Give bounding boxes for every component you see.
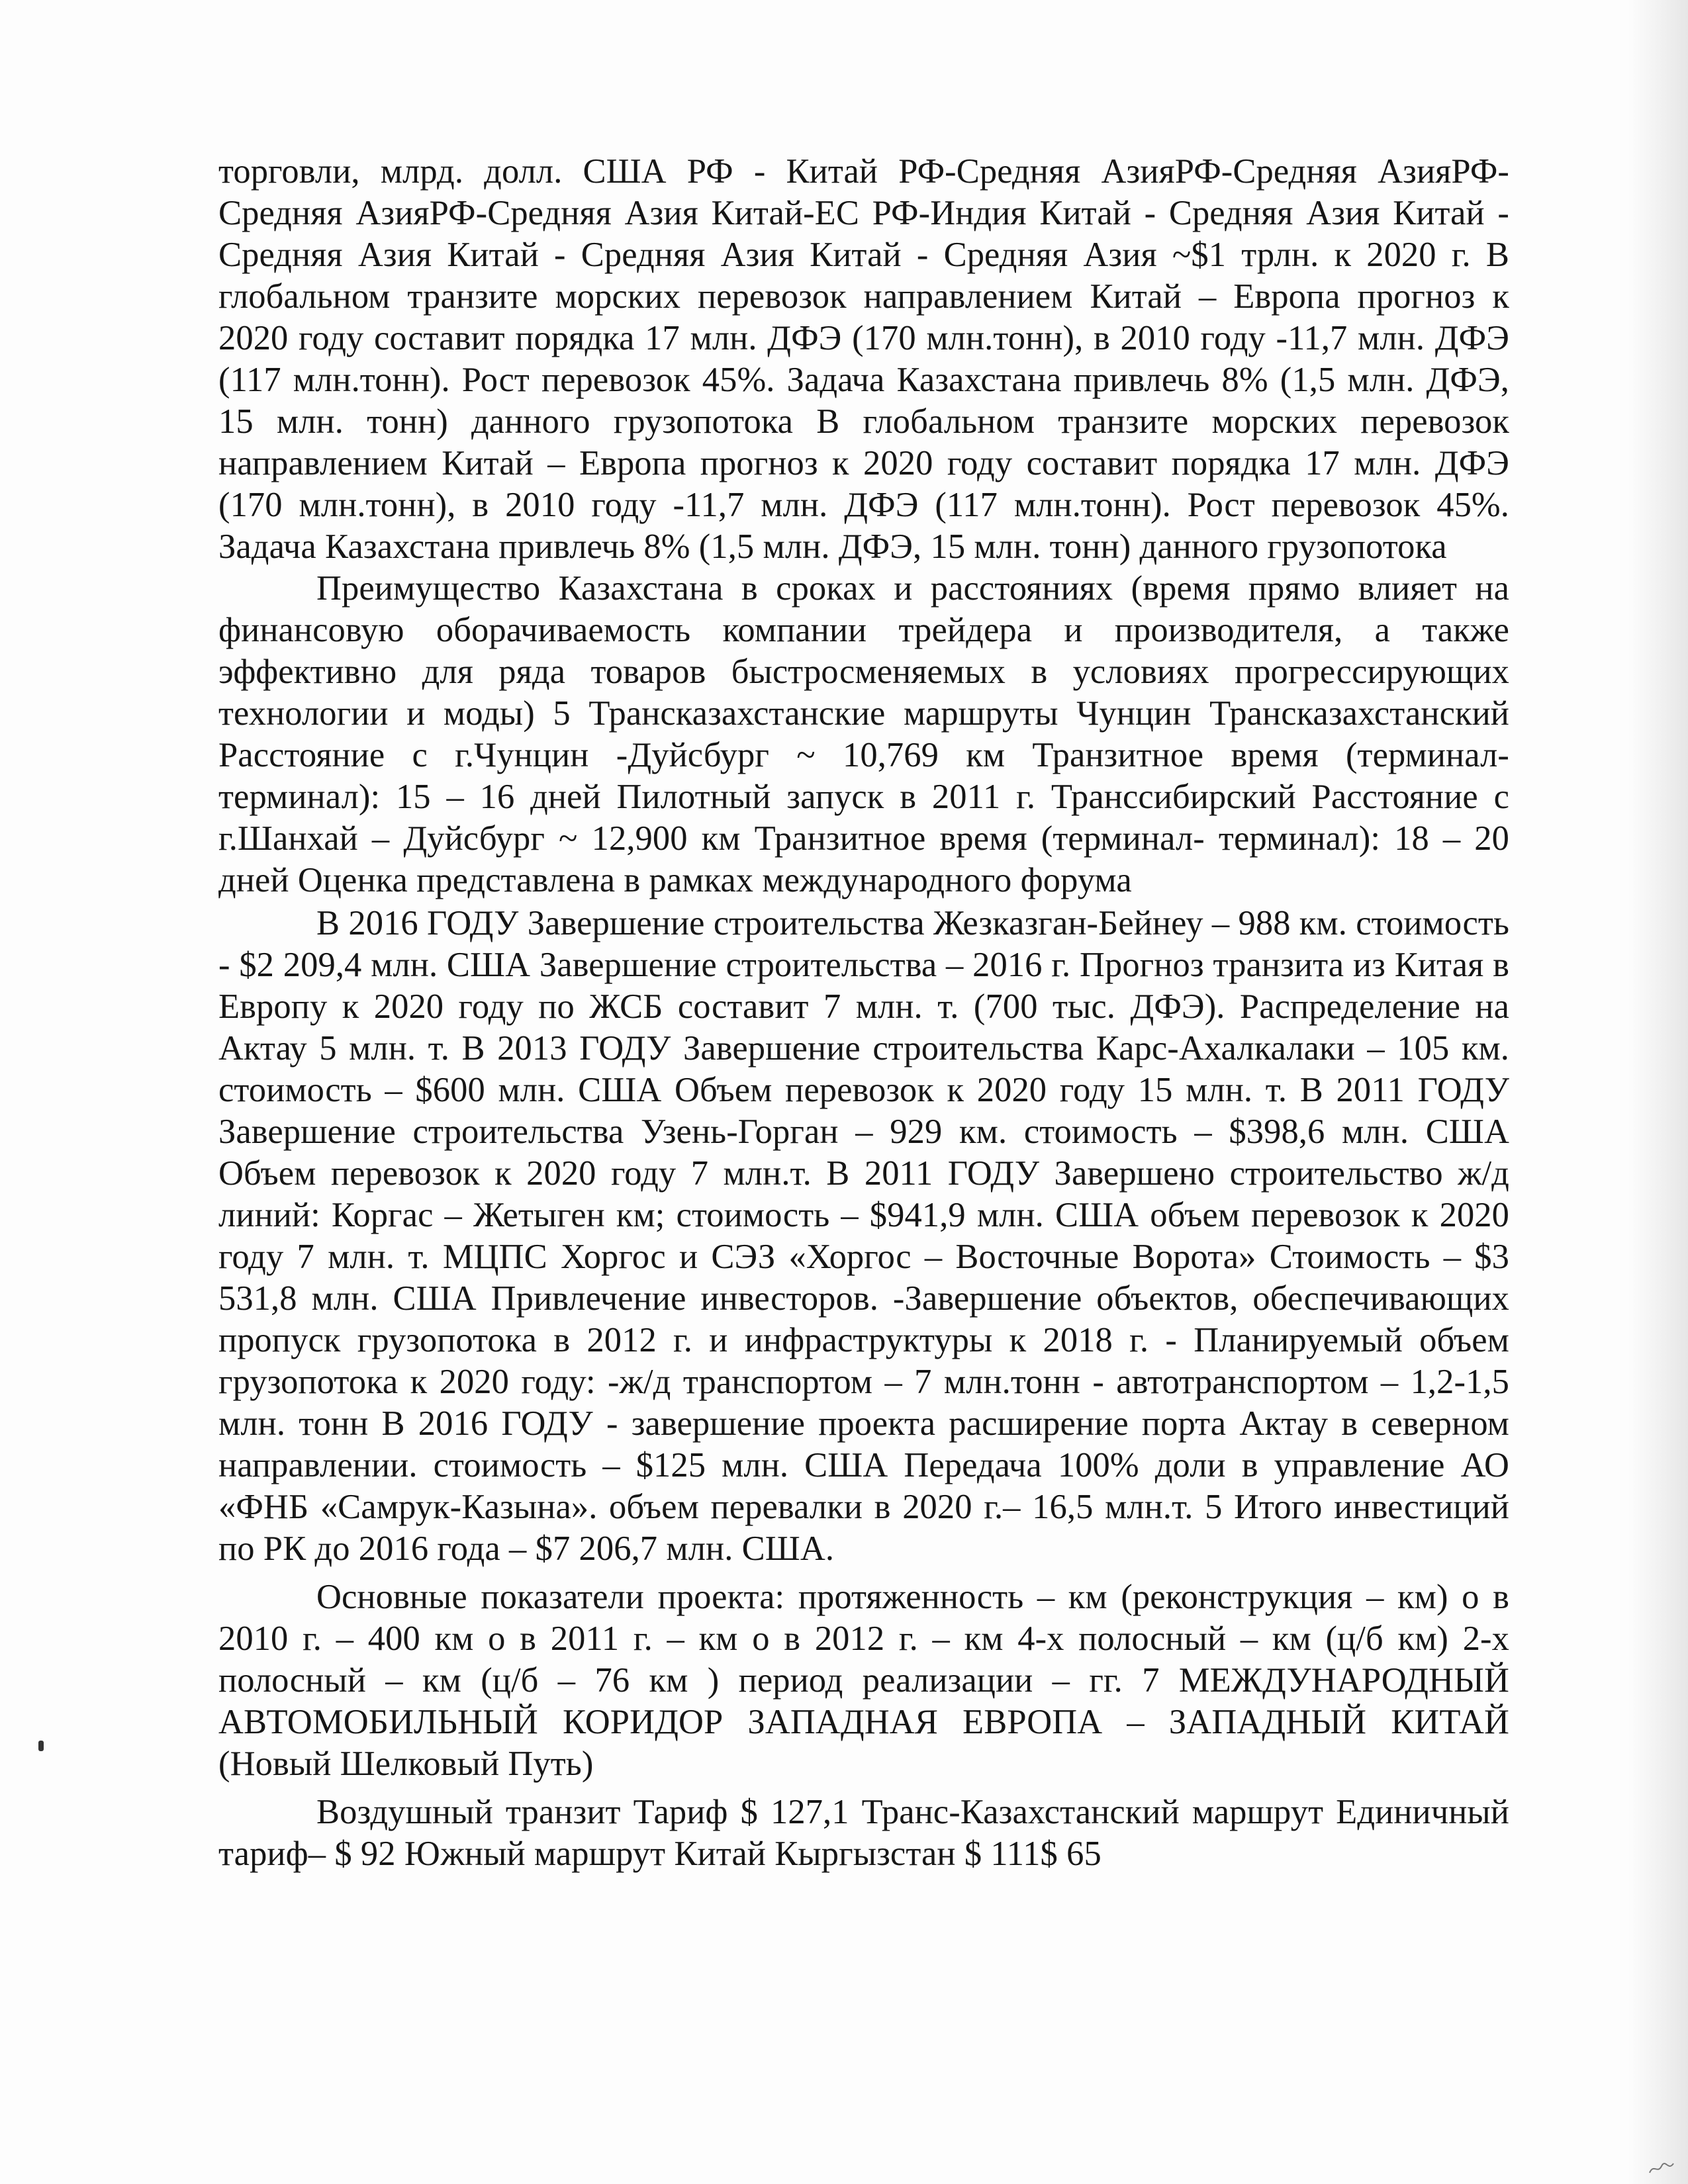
paragraph-project-indicators: Основные показатели проекта: протяженность – км (реконструкция – км) о в 2010 г. – 400 км о в 2011 г. – км о в 2012 г. – км 4-х полосный – км (ц/б км) 2-х полосный – км (ц/б – 76 км ) период реализации – гг. 7 МЕЖДУНАРОДНЫЙ АВТОМОБИЛЬНЫЙ КОРИДОР ЗАПАДНАЯ ЕВРОПА – ЗАПАДНЫЙ КИТАЙ (Новый Шелковый Путь) xyxy=(218,1578,1509,1783)
paragraph-kazakhstan-advantage: Преимущество Казахстана в сроках и расстояниях (время прямо влияет на финансовую оборачиваемость компании трейдера и производителя, а также эффективно для ряда товаров быстросменяемых в условиях прогрессирующих технологии и моды) 5 Трансказахстанские маршруты Чунцин Трансказахстанский Расстояние с г.Чунцин -Дуйсбург ~ 10,769 км Транзитное время (терминал- терминал): 15 – 16 дней Пилотный запуск в 2011 г. Транссибирский Расстояние с г.Шанхай – Дуйсбург ~ 12,900 км Транзитное время (терминал- терминал): 18 – 20 дней Оценка представлена в рамках международного форума xyxy=(218,569,1509,899)
document-body xyxy=(218,151,1509,1875)
pencil-mark-icon xyxy=(1648,2161,1675,2175)
scan-speck xyxy=(38,1741,44,1751)
paragraph-trade-forecast: торговли, млрд. долл. США РФ - Китай РФ-Средняя АзияРФ-Средняя АзияРФ-Средняя АзияРФ-Средняя Азия Китай-ЕС РФ-Индия Китай - Средняя Азия Китай - Средняя Азия Китай - Средняя Азия Китай - Средняя Азия ~$1 трлн. к 2020 г. В глобальном транзите морских перевозок направлением Китай – Европа прогноз к 2020 году составит порядка 17 млн. ДФЭ (170 млн.тонн), в 2010 году -11,7 млн. ДФЭ (117 млн.тонн). Рост перевозок 45%. Задача Казахстана привлечь 8% (1,5 млн. ДФЭ, 15 млн. тонн) данного грузопотока В глобальном транзите морских перевозок направлением Китай – Европа прогноз к 2020 году составит порядка 17 млн. ДФЭ (170 млн.тонн), в 2010 году -11,7 млн. ДФЭ (117 млн.тонн). Рост перевозок 45%. Задача Казахстана привлечь 8% (1,5 млн. ДФЭ, 15 млн. тонн) данного грузопотока xyxy=(218,152,1509,566)
paragraph-air-transit: Воздушный транзит Тариф $ 127,1 Транс-Казахстанский маршрут Единичный тариф– $ 92 Южный маршрут Китай Кыргызстан $ 111$ 65 xyxy=(218,1793,1509,1873)
paragraph-infrastructure-2016: В 2016 ГОДУ Завершение строительства Жезказган-Бейнеу – 988 км. стоимость - $2 209,4 млн. США Завершение строительства – 2016 г. Прогноз транзита из Китая в Европу к 2020 году по ЖСБ составит 7 млн. т. (700 тыс. ДФЭ). Распределение на Актау 5 млн. т. В 2013 ГОДУ Завершение строительства Карс-Ахалкалаки – 105 км. стоимость – $600 млн. США Объем перевозок к 2020 году 15 млн. т. В 2011 ГОДУ Завершение строительства Узень-Горган – 929 км. стоимость – $398,6 млн. США Объем перевозок к 2020 году 7 млн.т. В 2011 ГОДУ Завершено строительство ж/д линий: Коргас – Жетыген км; стоимость – $941,9 млн. США объем перевозок к 2020 году 7 млн. т. МЦПС Хоргос и СЭЗ «Хоргос – Восточные Ворота» Стоимость – $3 531,8 млн. США Привлечение инвесторов. -Завершение объектов, обеспечивающих пропуск грузопотока в 2012 г. и инфраструктуры к 2018 г. - Планируемый объем грузопотока к 2020 году: -ж/д транспортом – 7 млн.тонн - автотранспортом – 1,2-1,5 млн. тонн В 2016 ГОДУ - завершение проекта расширение порта Актау в северном направлении. стоимость – $125 млн. США Передача 100% доли в управление АО «ФНБ «Самрук-Казына». объем перевалки в 2020 г.– 16,5 млн.т. 5 Итого инвестиций по РК до 2016 года – $7 206,7 млн. США. xyxy=(218,904,1509,1568)
page-edge-shadow xyxy=(1628,0,1688,2184)
